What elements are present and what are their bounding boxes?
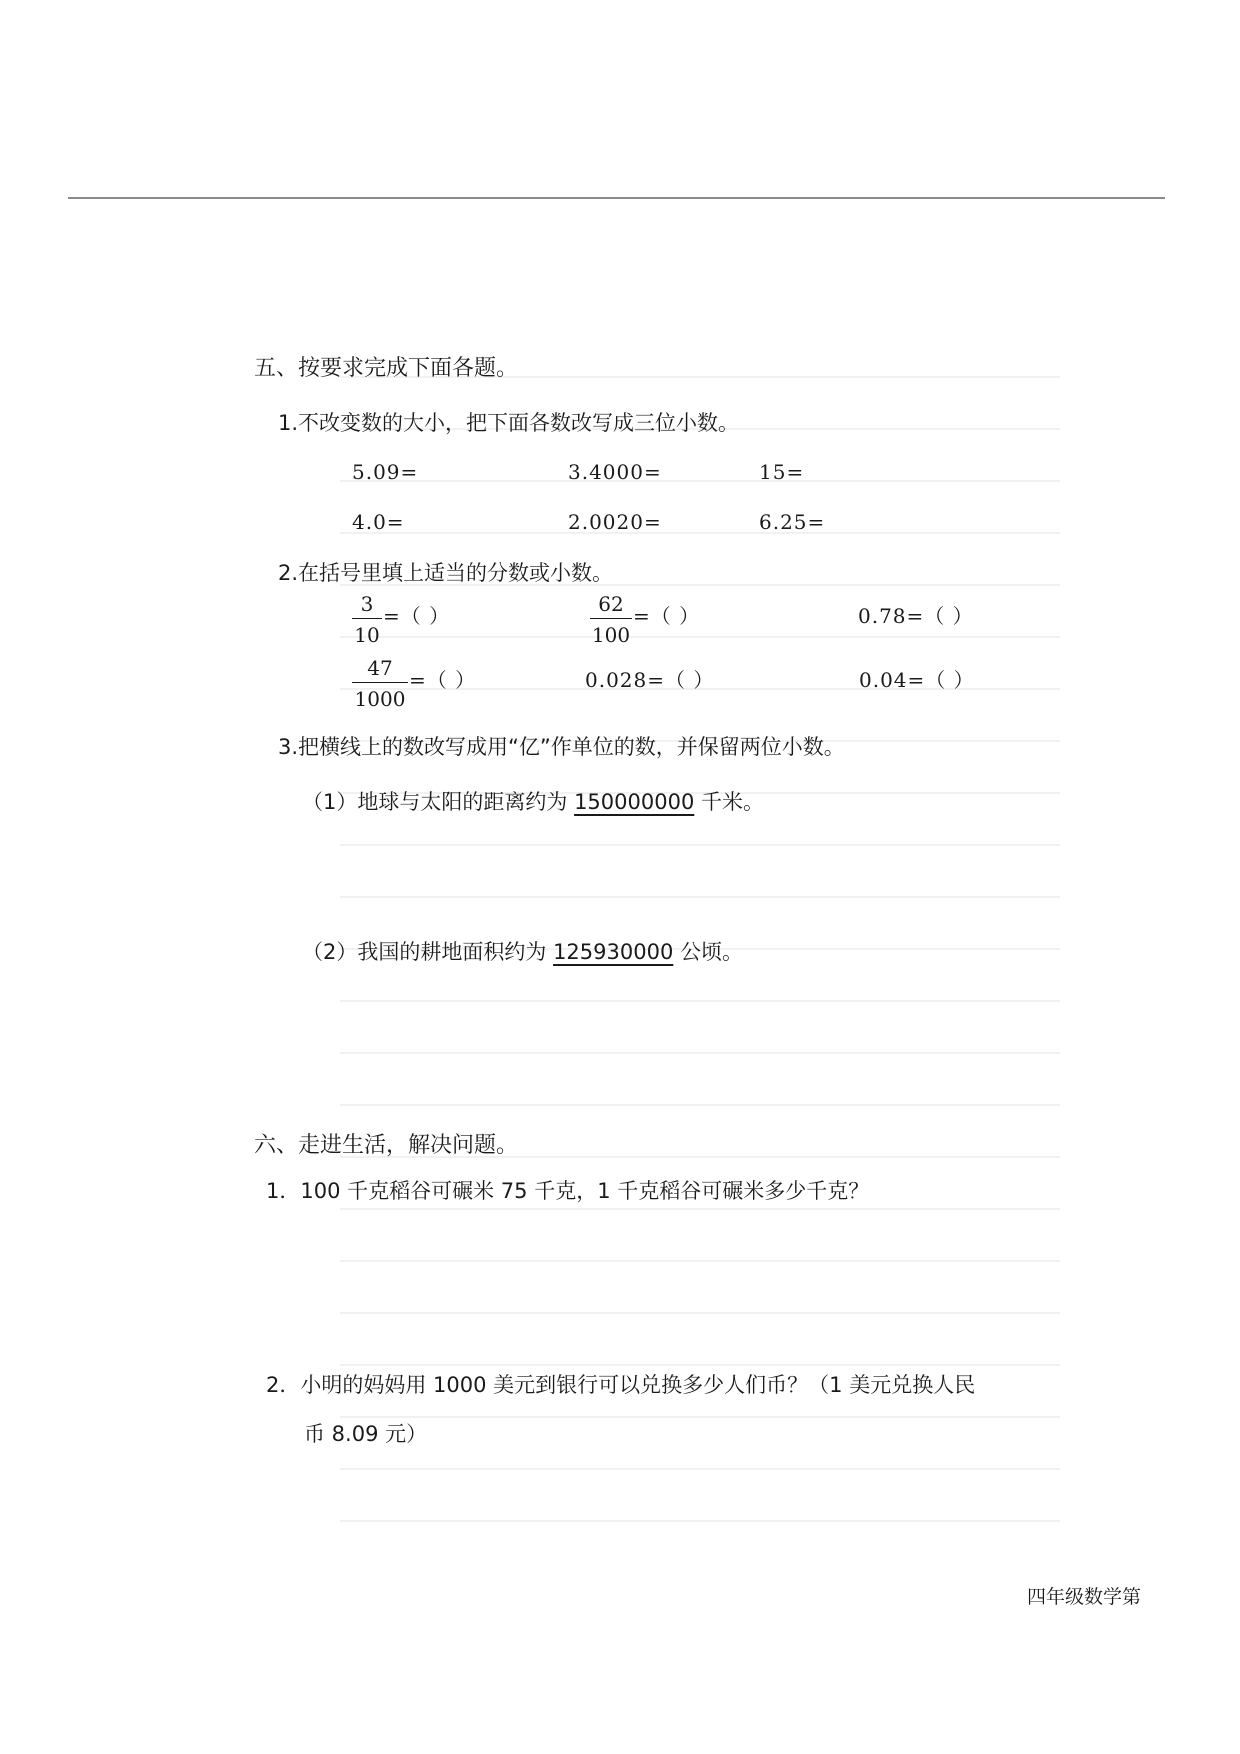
problem-1: 1．100 千克稻谷可碾米 75 千克，1 千克稻谷可碾米多少千克？ xyxy=(266,1179,870,1203)
answer-blank-5: 0.028=（ ） xyxy=(585,668,715,692)
q3-sub-2 xyxy=(302,942,743,963)
answer-blank-6: 0.04=（ ） xyxy=(859,668,975,692)
page-footer: 四年级数学第 xyxy=(1027,1586,1142,1608)
q1-item-2: 3.4000= xyxy=(568,460,662,484)
q1-item-4: 4.0= xyxy=(352,510,405,534)
fraction-numerator: 47 xyxy=(367,656,393,680)
q1-item-5: 2.0020= xyxy=(568,510,662,534)
fraction-62-100 xyxy=(590,594,632,645)
answer-blank-2: =（ ） xyxy=(633,604,701,628)
question-1-prompt: 1.不改变数的大小，把下面各数改写成三位小数。 xyxy=(278,411,740,435)
fraction-numerator: 62 xyxy=(598,592,624,616)
q3-sub-2-prefix: （2）我国的耕地面积约为 xyxy=(302,940,547,964)
q3-sub-1-suffix: 千米。 xyxy=(701,790,764,814)
problem-2-line-1: 2．小明的妈妈用 1000 美元到银行可以兑换多少人们币？（1 美元兑换人民 xyxy=(266,1373,976,1397)
section-5-title: 五、按要求完成下面各题。 xyxy=(254,356,519,381)
q3-sub-2-number: 125930000 xyxy=(553,940,674,964)
fraction-denominator: 1000 xyxy=(354,687,406,711)
question-3-prompt: 3.把横线上的数改写成用“亿”作单位的数，并保留两位小数。 xyxy=(278,735,845,759)
answer-blank-4: =（ ） xyxy=(409,668,477,692)
q1-item-6: 6.25= xyxy=(759,510,826,534)
fraction-numerator: 3 xyxy=(360,592,374,616)
fraction-denominator: 100 xyxy=(591,623,631,647)
top-rule-line xyxy=(68,197,1165,199)
q3-sub-1-number: 150000000 xyxy=(574,790,695,814)
problem-2-line-2: 币 8.09 元） xyxy=(304,1422,428,1446)
answer-blank-3: 0.78=（ ） xyxy=(858,604,974,628)
fraction-47-1000 xyxy=(352,658,408,709)
q1-item-1: 5.09= xyxy=(352,460,419,484)
q3-sub-2-suffix: 公顷。 xyxy=(680,940,743,964)
section-6-title: 六、走进生活，解决问题。 xyxy=(254,1133,519,1158)
fraction-denominator: 10 xyxy=(354,623,380,647)
fraction-3-10 xyxy=(352,594,382,645)
answer-blank-1: =（ ） xyxy=(383,604,451,628)
question-2-prompt: 2.在括号里填上适当的分数或小数。 xyxy=(278,561,614,585)
q1-item-3: 15= xyxy=(759,460,805,484)
reverse-side-bleed-through xyxy=(340,330,1060,1510)
q3-sub-1-prefix: （1）地球与太阳的距离约为 xyxy=(302,790,568,814)
q3-sub-1 xyxy=(302,792,764,813)
